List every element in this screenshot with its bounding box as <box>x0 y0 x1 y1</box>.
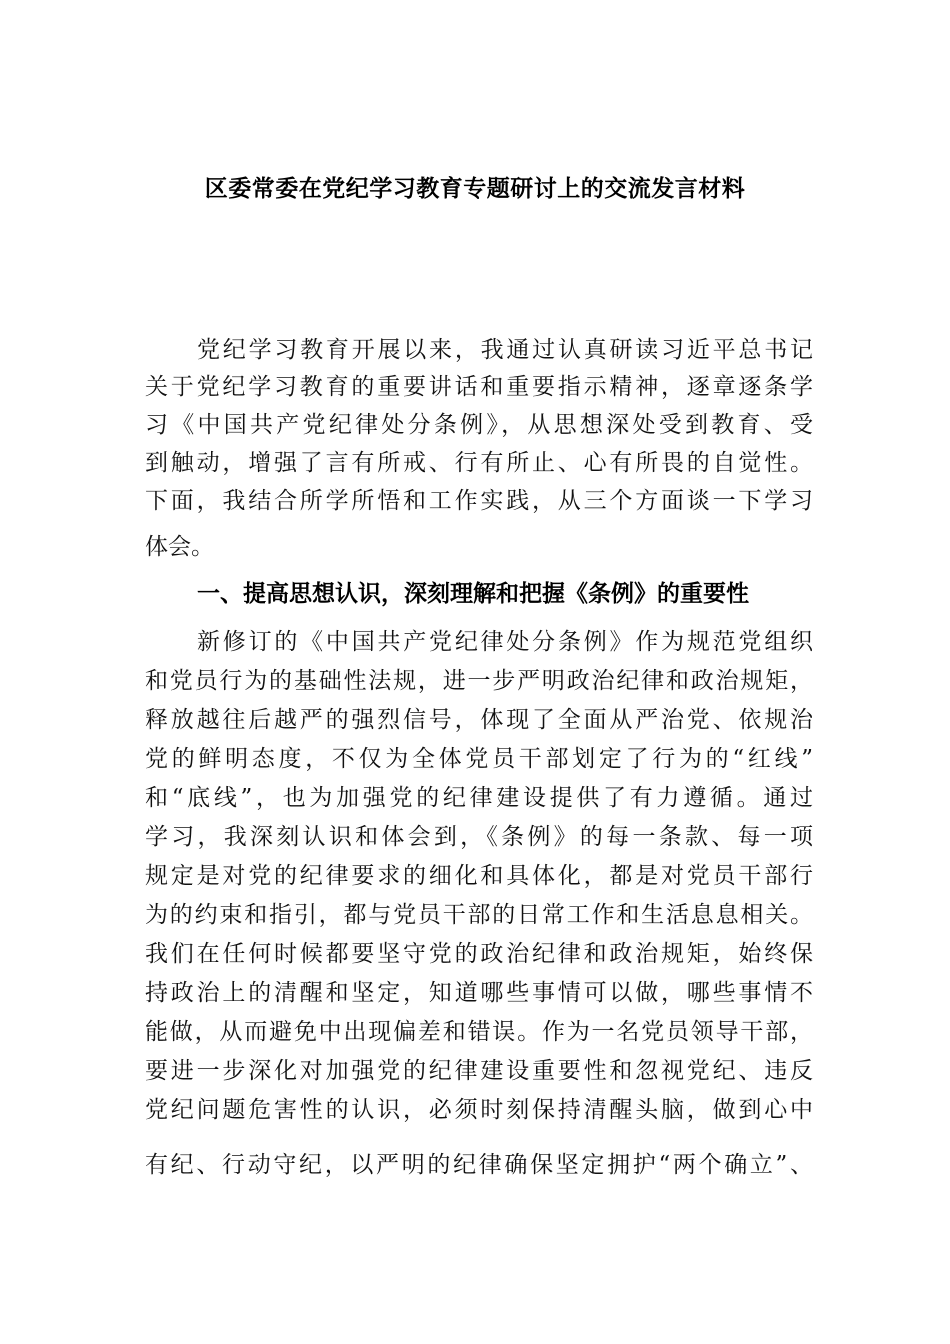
body-line: 释放越往后越严的强烈信号，体现了全面从严治党、依规治 <box>145 707 813 733</box>
body-line: 为的约束和指引，都与党员干部的日常工作和生活息息相关。 <box>145 902 813 928</box>
body-line: 新修订的《中国共产党纪律处分条例》作为规范党组织 <box>197 629 813 655</box>
body-line: 和“底线”，也为加强党的纪律建设提供了有力遵循。通过 <box>145 785 813 811</box>
section-heading: 一、提高思想认识，深刻理解和把握《条例》的重要性 <box>197 581 749 607</box>
body-line: 要进一步深化对加强党的纪律建设重要性和忽视党纪、违反 <box>145 1058 813 1084</box>
intro-line: 关于党纪学习教育的重要讲话和重要指示精神，逐章逐条学 <box>145 374 813 400</box>
body-line: 我们在任何时候都要坚守党的政治纪律和政治规矩，始终保 <box>145 941 813 967</box>
body-line: 学习，我深刻认识和体会到，《条例》的每一条款、每一项 <box>145 824 813 850</box>
intro-line: 习《中国共产党纪律处分条例》，从思想深处受到教育、受 <box>145 412 813 438</box>
body-line: 有纪、行动守纪，以严明的纪律确保坚定拥护“两个确立”、 <box>145 1152 813 1178</box>
intro-line: 下面，我结合所学所悟和工作实践，从三个方面谈一下学习 <box>145 488 813 514</box>
body-line: 和党员行为的基础性法规，进一步严明政治纪律和政治规矩， <box>145 668 813 694</box>
intro-line: 党纪学习教育开展以来，我通过认真研读习近平总书记 <box>197 337 813 363</box>
intro-line: 体会。 <box>145 534 214 560</box>
body-line: 持政治上的清醒和坚定，知道哪些事情可以做，哪些事情不 <box>145 980 813 1006</box>
body-line: 党纪问题危害性的认识，必须时刻保持清醒头脑，做到心中 <box>145 1097 813 1123</box>
intro-line: 到触动，增强了言有所戒、行有所止、心有所畏的自觉性。 <box>145 450 813 476</box>
document-title: 区委常委在党纪学习教育专题研讨上的交流发言材料 <box>204 176 746 202</box>
body-line: 规定是对党的纪律要求的细化和具体化，都是对党员干部行 <box>145 863 813 889</box>
body-line: 党的鲜明态度，不仅为全体党员干部划定了行为的“红线” <box>145 746 813 772</box>
body-line: 能做，从而避免中出现偏差和错误。作为一名党员领导干部， <box>145 1019 813 1045</box>
